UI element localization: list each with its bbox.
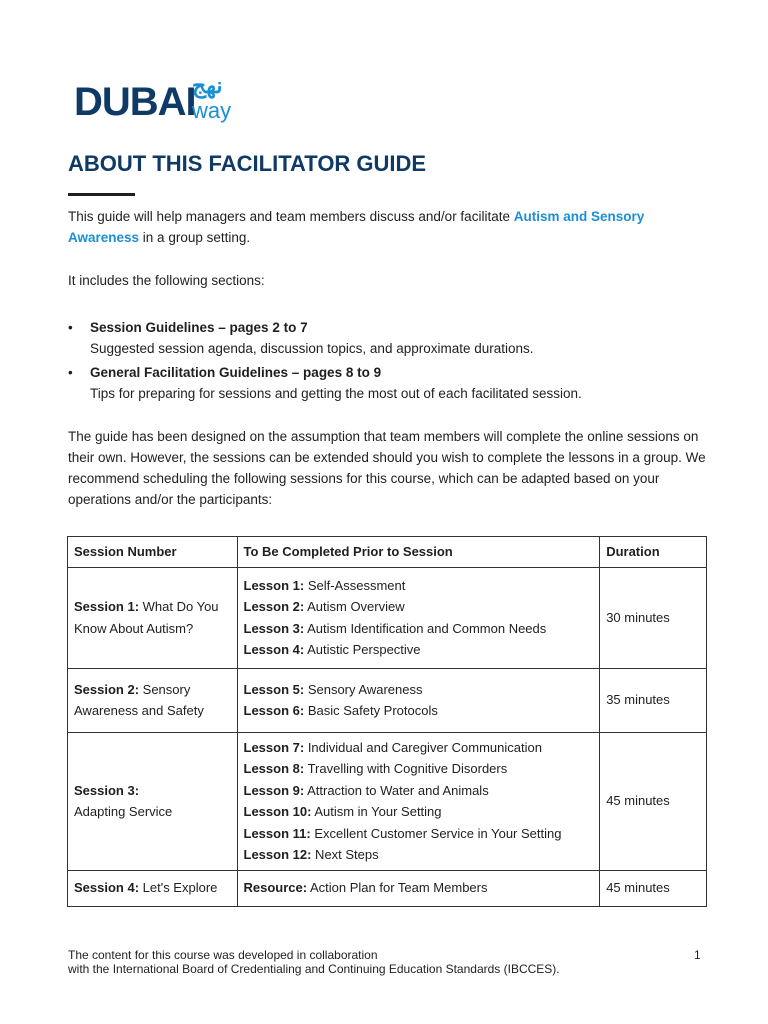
footer-line-2: with the International Board of Credentialing and Continuing Education Standards (IBCCES). <box>68 962 560 976</box>
lessons-cell <box>237 732 600 870</box>
lesson-label: Lesson 7: <box>243 739 305 755</box>
lesson-label: Lesson 12: <box>243 847 312 862</box>
session-label: Session 3: <box>74 782 140 798</box>
lesson-label: Lesson 1: <box>243 577 305 593</box>
list-item <box>68 317 708 359</box>
section-heading: General Facilitation Guidelines – pages 8 to 9 <box>90 365 382 380</box>
session-cell <box>68 732 238 870</box>
footer-line-1: The content for this course was developed in collaboration <box>68 948 378 962</box>
section-description: Suggested session agenda, discussion topics, and approximate durations. <box>90 341 534 356</box>
lesson-item <box>244 844 594 866</box>
course-name-highlight: Autism and Sensory Awareness <box>68 209 645 245</box>
lesson-item <box>244 596 594 618</box>
section-heading: Session Guidelines – pages 2 to 7 <box>90 320 308 335</box>
table-row <box>68 567 707 668</box>
duration-cell: 30 minutes <box>600 567 707 668</box>
logo-way-text: way <box>192 98 232 123</box>
section-description: Tips for preparing for sessions and getting the most out of each facilitated session. <box>90 386 582 401</box>
lesson-item <box>244 877 594 899</box>
intro-text-after: in a group setting. <box>139 230 251 245</box>
lesson-label: Lesson 11: <box>243 825 311 841</box>
session-cell <box>68 567 238 668</box>
sessions-table <box>67 536 707 907</box>
list-item <box>68 362 708 404</box>
lesson-title: Autism Overview <box>304 599 405 614</box>
lessons-cell <box>237 567 600 668</box>
intro-paragraph <box>68 206 708 248</box>
logo-dubai-text: DUBAI <box>74 80 196 124</box>
lesson-title: Travelling with Cognitive Disorders <box>304 761 508 776</box>
session-title: What Do You Know About Autism? <box>74 599 219 636</box>
lesson-item <box>244 758 594 780</box>
lesson-label: Lesson 2: <box>243 599 305 614</box>
bullet-marker: • <box>68 320 73 335</box>
lesson-item <box>244 618 594 640</box>
lesson-item <box>244 780 594 802</box>
assumption-paragraph: The guide has been designed on the assumption that team members will complete the online sessions on their own. However, the sessions can be extended should you wish to complete the lessons in a group. We recommend scheduling the following sessions for this course, which can be adapted based on your operations and/or the participants: <box>68 429 706 507</box>
intro-text-before: This guide will help managers and team members discuss and/or facilitate <box>68 209 514 224</box>
lesson-title: Individual and Caregiver Communication <box>304 739 542 755</box>
lesson-title: Excellent Customer Service in Your Setting <box>310 825 562 841</box>
lesson-label: Lesson 10: <box>243 804 312 819</box>
header-session-number: Session Number <box>68 537 238 568</box>
sections-intro: It includes the following sections: <box>68 273 265 288</box>
table-row <box>68 732 707 870</box>
session-title: Adapting Service <box>74 804 173 819</box>
lesson-item <box>244 700 594 722</box>
lesson-item <box>244 639 594 661</box>
footer-credit <box>68 948 560 976</box>
duration-cell: 45 minutes <box>600 870 707 906</box>
lesson-label: Lesson 5: <box>243 681 305 697</box>
table-row <box>68 870 707 906</box>
session-label: Session 1: <box>74 599 140 614</box>
lesson-title: Action Plan for Team Members <box>307 880 488 896</box>
lessons-cell <box>237 668 600 732</box>
session-label: Session 2: <box>74 681 140 697</box>
lesson-item <box>244 575 594 597</box>
lesson-title: Basic Safety Protocols <box>304 703 438 718</box>
lesson-item <box>244 737 594 759</box>
session-label: Session 4: <box>74 880 140 896</box>
logo-arabic-text: نهج <box>192 73 223 98</box>
page-number: 1 <box>694 948 701 962</box>
lesson-item <box>244 823 594 845</box>
sections-list <box>68 317 708 407</box>
duration-cell: 45 minutes <box>600 732 707 870</box>
table-header-row <box>68 537 707 568</box>
lesson-title: Autistic Perspective <box>304 642 421 657</box>
lesson-item <box>244 801 594 823</box>
header-duration: Duration <box>600 537 707 568</box>
lesson-label: Resource: <box>243 880 308 896</box>
lesson-label: Lesson 3: <box>243 620 305 636</box>
lesson-title: Next Steps <box>311 847 379 862</box>
session-cell <box>68 668 238 732</box>
bullet-marker: • <box>68 365 73 380</box>
session-title: Let's Explore <box>139 880 218 896</box>
lesson-title: Attraction to Water and Animals <box>304 782 489 798</box>
lesson-title: Sensory Awareness <box>304 681 423 697</box>
lesson-label: Lesson 8: <box>243 761 305 776</box>
lesson-label: Lesson 6: <box>243 703 305 718</box>
table-row <box>68 668 707 732</box>
title-underline <box>68 193 135 196</box>
lesson-title: Autism in Your Setting <box>311 804 442 819</box>
page-title: ABOUT THIS FACILITATOR GUIDE <box>68 151 427 176</box>
lesson-title: Self-Assessment <box>304 577 406 593</box>
lessons-cell <box>237 870 600 906</box>
session-cell <box>68 870 238 906</box>
lesson-item <box>244 679 594 701</box>
lesson-label: Lesson 4: <box>243 642 305 657</box>
header-prior-to-session: To Be Completed Prior to Session <box>237 537 600 568</box>
lesson-title: Autism Identification and Common Needs <box>304 620 547 636</box>
session-title: Sensory Awareness and Safety <box>74 681 204 718</box>
duration-cell: 35 minutes <box>600 668 707 732</box>
lesson-label: Lesson 9: <box>243 782 305 798</box>
